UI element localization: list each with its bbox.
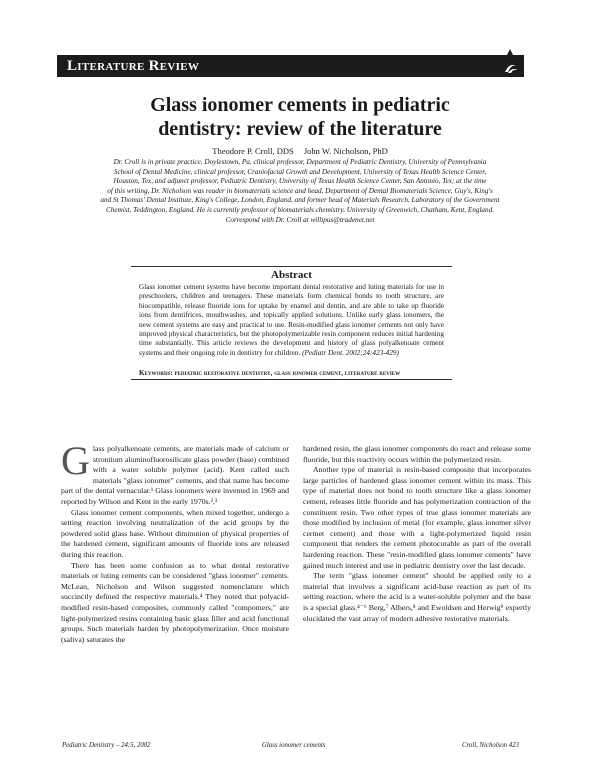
affiliation-line: and St Thomas' Dental Institute, King's College, London, England, and former head of Materials Research, Laboratory of the Government (100, 196, 500, 205)
section-banner (57, 55, 524, 77)
abstract-box (131, 266, 452, 380)
authors (100, 146, 500, 157)
keywords (139, 369, 449, 378)
abstract-heading: Abstract (271, 269, 312, 281)
paragraph-text: lass polyalkenoate cements, are materials made of calcium or strontium aluminofluorosilicate glass powder (base) combined with a water soluble polymer (acid). Kent called such materials "glass ionomer" cements, and that name has become part of the dental vernacular.¹ Glass ionomers were invented in 1969 and reported by Wilson and Kent in the early 1970s.²,³ (61, 444, 289, 506)
affiliation-line: Correspond with Dr. Croll at willipus@tradenet.net (225, 215, 375, 224)
paragraph: Another type of material is resin-based composite that incorporates large particles of hardened glass ionomer cement within its mass. This type of material does not bond to tooth structure like a glass ionomer cement, releases little fluoride and has polymerization contraction of the constituent resin. Two other types of true glass ionomer materials are those modified by inclusion of metal (for example, glass ionomer silver cermet cement) and those with a light-polymerized liquid resin component that renders the cement photocurable as part of the overall hardening reaction. These "resin-modified glass ionomer cements" have gained much interest and use in pediatric dentistry over the last decade. (303, 465, 531, 570)
keywords-list: pediatric restorative dentistry, glass ionomer cement, literature review (174, 369, 401, 377)
body-column-left (61, 438, 289, 645)
body-column-right (303, 444, 531, 624)
abstract-text (139, 283, 444, 358)
author-1: Theodore P. Croll, DDS (212, 146, 294, 156)
banner-title: Literature Review (67, 58, 200, 74)
title-line-1: Glass ionomer cements in pediatric (150, 94, 450, 116)
affiliation-line: of this writing, Dr. Nicholson was reader in biomaterials science and head, Department of Dental Biomaterials Science, Guy's, King's (107, 186, 493, 195)
affiliation-line: Houston, Tex, and adjunct professor, Pediatric Dentistry, University of Texas Health Science Center, San Antonio, Tex; at the time (113, 177, 487, 186)
footer-running-title: Glass ionomer cements (262, 742, 326, 749)
paragraph (61, 438, 289, 508)
drop-cap: G (61, 438, 90, 483)
affiliations (62, 158, 538, 225)
title-line-2: dentistry: review of the literature (158, 118, 442, 140)
aapd-triangle-logo-icon (496, 48, 524, 76)
paragraph: Glass ionomer cement components, when mixed together, undergo a setting reaction involving neutralization of the acid groups by the powdered solid glass base. Without diminution of physical properties of the hardened cement, significant amounts of fluoride ions are released during this reaction. (61, 507, 289, 559)
paragraph: The term "glass ionomer cement" should be applied only to a material that involves a significant acid-base reaction as part of its setting reaction, where the acid is a water-soluble polymer and the base is a special glass.⁴⁻⁶ Berg,⁷ Albers,⁸ and Ewoldsen and Herwig⁹ expertly elucidated the vast array of modern adhesive restorative materials. (303, 571, 531, 623)
affiliation-line: Chemist, Teddington, England. He is currently professor of biomaterials chemistry, University of Greenwich, Chatham, Kent, England. (105, 205, 495, 214)
affiliation-line: Dr. Croll is in private practice, Doylestown, Pa, clinical professor, Department of Pediatric Dentistry, University of Pennsylvania (113, 158, 487, 166)
keywords-label: Keywords: (139, 369, 173, 377)
footer-page: Croll, Nicholson 423 (462, 742, 519, 749)
affiliation-line: School of Dental Medicine, clinical professor, Craniofacial Growth and Development, University of Texas Health Science Center, (113, 167, 487, 176)
abstract-citation: (Pediatr Dent. 2002;24:423-429) (302, 348, 399, 357)
abstract-body: Glass ionomer cement systems have become important dental restorative and luting materials for use in preschoolers, children and teenagers. These materials form chemical bonds to tooth structure, are biocompatible, release fluoride ions for uptake by enamel and dentin, and are able to take up fluoride ions from dentifrices, mouthwashes, and topically applied solutions. Unlike early glass ionomers, the new cement systems are easy and practical to use. Resin-modified glass ionomer cements not only have improved physical characteristics, but the photopolymerizable resin component reduces initial hardening time substantially. This article reviews the development and history of glass polyalkenoate cement systems and their ongoing role in dentistry for children. (139, 283, 444, 357)
paragraph: hardened resin, the glass ionomer components do react and release some fluoride, but this reactivity occurs within the polymerized resin. (303, 444, 531, 464)
paragraph: There has been some confusion as to what dental restorative materials or luting cements can be considered "glass ionomer" cements. McLean, Nicholson and Wilson suggested nomenclature which succinctly defined the respective materials.⁴ They noted that polyacid-modified resin-based composites, commonly called "compomers," are light-polymerized resins containing basic glass filler and acid functional groups. Such materials harden by photopolymerization. Once moisture (saliva) saturates the (61, 560, 289, 644)
author-2: John W. Nicholson, PhD (303, 146, 388, 156)
article-title (100, 93, 500, 141)
footer-journal: Pediatric Dentistry – 24:5, 2002 (62, 742, 151, 749)
